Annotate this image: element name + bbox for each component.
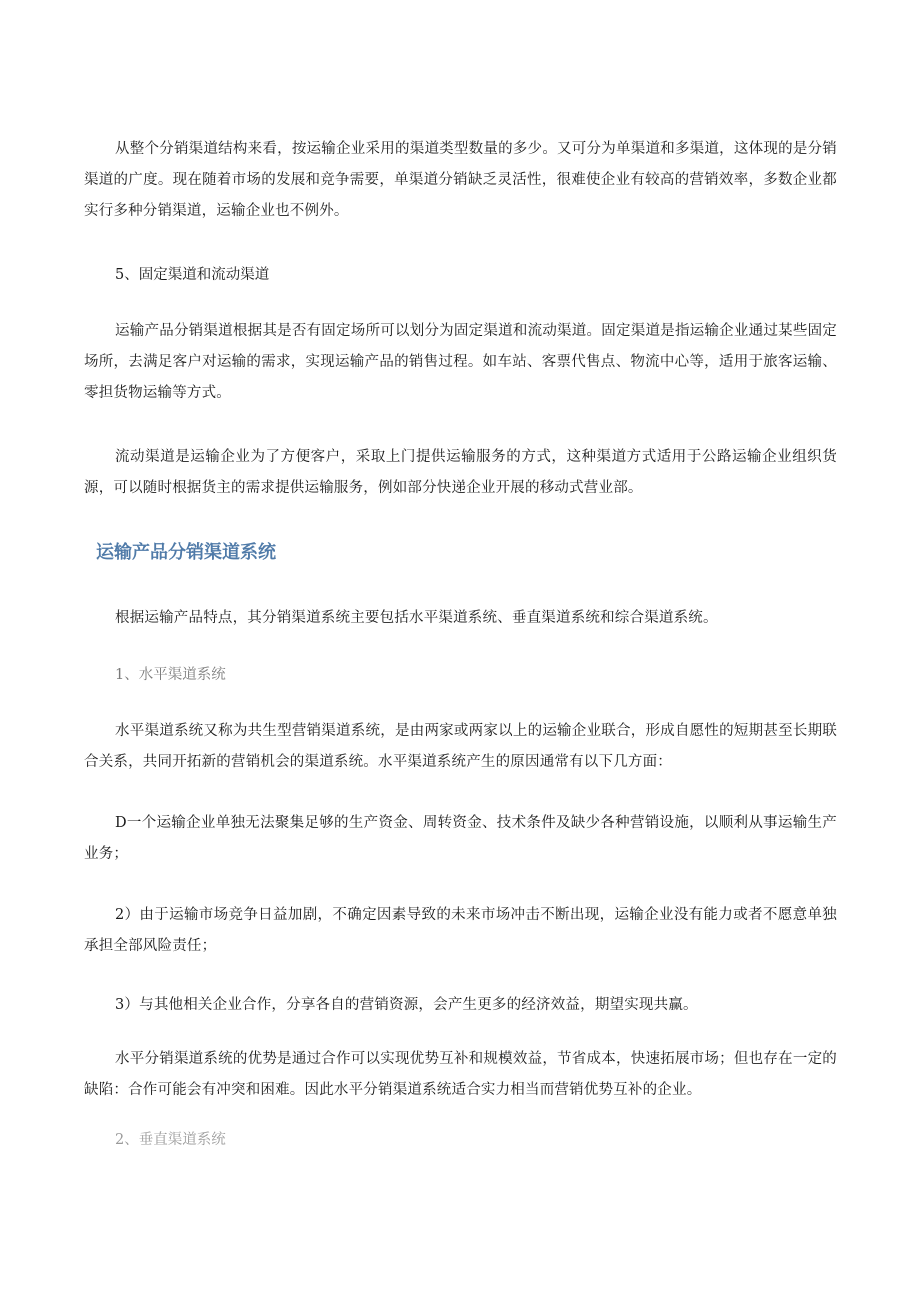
paragraph-reason-2: 2）由于运输市场竞争日益加剧，不确定因素导致的未来市场冲击不断出现，运输企业没有能力或者不愿意单独承担全部风险责任； — [84, 907, 837, 954]
paragraph-system-types: 根据运输产品特点，其分销渠道系统主要包括水平渠道系统、垂直渠道系统和综合渠道系统。 — [115, 610, 718, 626]
paragraph-reason-1: D一个运输企业单独无法聚集足够的生产资金、周转资金、技术条件及缺少各种营销设施，以顺利从事运输生产业务； — [84, 815, 837, 862]
section-title: 运输产品分销渠道系统 — [96, 542, 276, 563]
item-2-vertical-system: 2、垂直渠道系统 — [115, 1132, 226, 1148]
paragraph-mobile-channel: 流动渠道是运输企业为了方便客户，采取上门提供运输服务的方式，这种渠道方式适用于公路运输企业组织货源，可以随时根据货主的需求提供运输服务，例如部分快递企业开展的移动式营业部。 — [84, 449, 837, 496]
paragraph-reason-3: 3）与其他相关企业合作，分享各自的营销资源，会产生更多的经济效益，期望实现共赢。 — [115, 997, 698, 1013]
item-5-fixed-mobile-channels: 5、固定渠道和流动渠道 — [115, 267, 270, 283]
paragraph-channel-breadth: 从整个分销渠道结构来看，按运输企业采用的渠道类型数量的多少。又可分为单渠道和多渠道，这体现的是分销渠道的广度。现在随着市场的发展和竞争需要，单渠道分销缺乏灵活性，很难使企业有较高的营销效率，多数企业都实行多种分销渠道，运输企业也不例外。 — [84, 141, 837, 219]
paragraph-horizontal-advantages: 水平分销渠道系统的优势是通过合作可以实现优势互补和规模效益，节省成本，快速拓展市场；但也存在一定的缺陷：合作可能会有冲突和困难。因此水平分销渠道系统适合实力相当而营销优势互补的企业。 — [84, 1051, 837, 1098]
item-1-horizontal-system: 1、水平渠道系统 — [115, 667, 226, 683]
paragraph-horizontal-definition: 水平渠道系统又称为共生型营销渠道系统，是由两家或两家以上的运输企业联合，形成自愿性的短期甚至长期联合关系，共同开拓新的营销机会的渠道系统。水平渠道系统产生的原因通常有以下几方面： — [84, 723, 837, 770]
paragraph-fixed-channel: 运输产品分销渠道根据其是否有固定场所可以划分为固定渠道和流动渠道。固定渠道是指运输企业通过某些固定场所，去满足客户对运输的需求，实现运输产品的销售过程。如车站、客票代售点、物流中心等，适用于旅客运输、零担货物运输等方式。 — [84, 323, 837, 401]
